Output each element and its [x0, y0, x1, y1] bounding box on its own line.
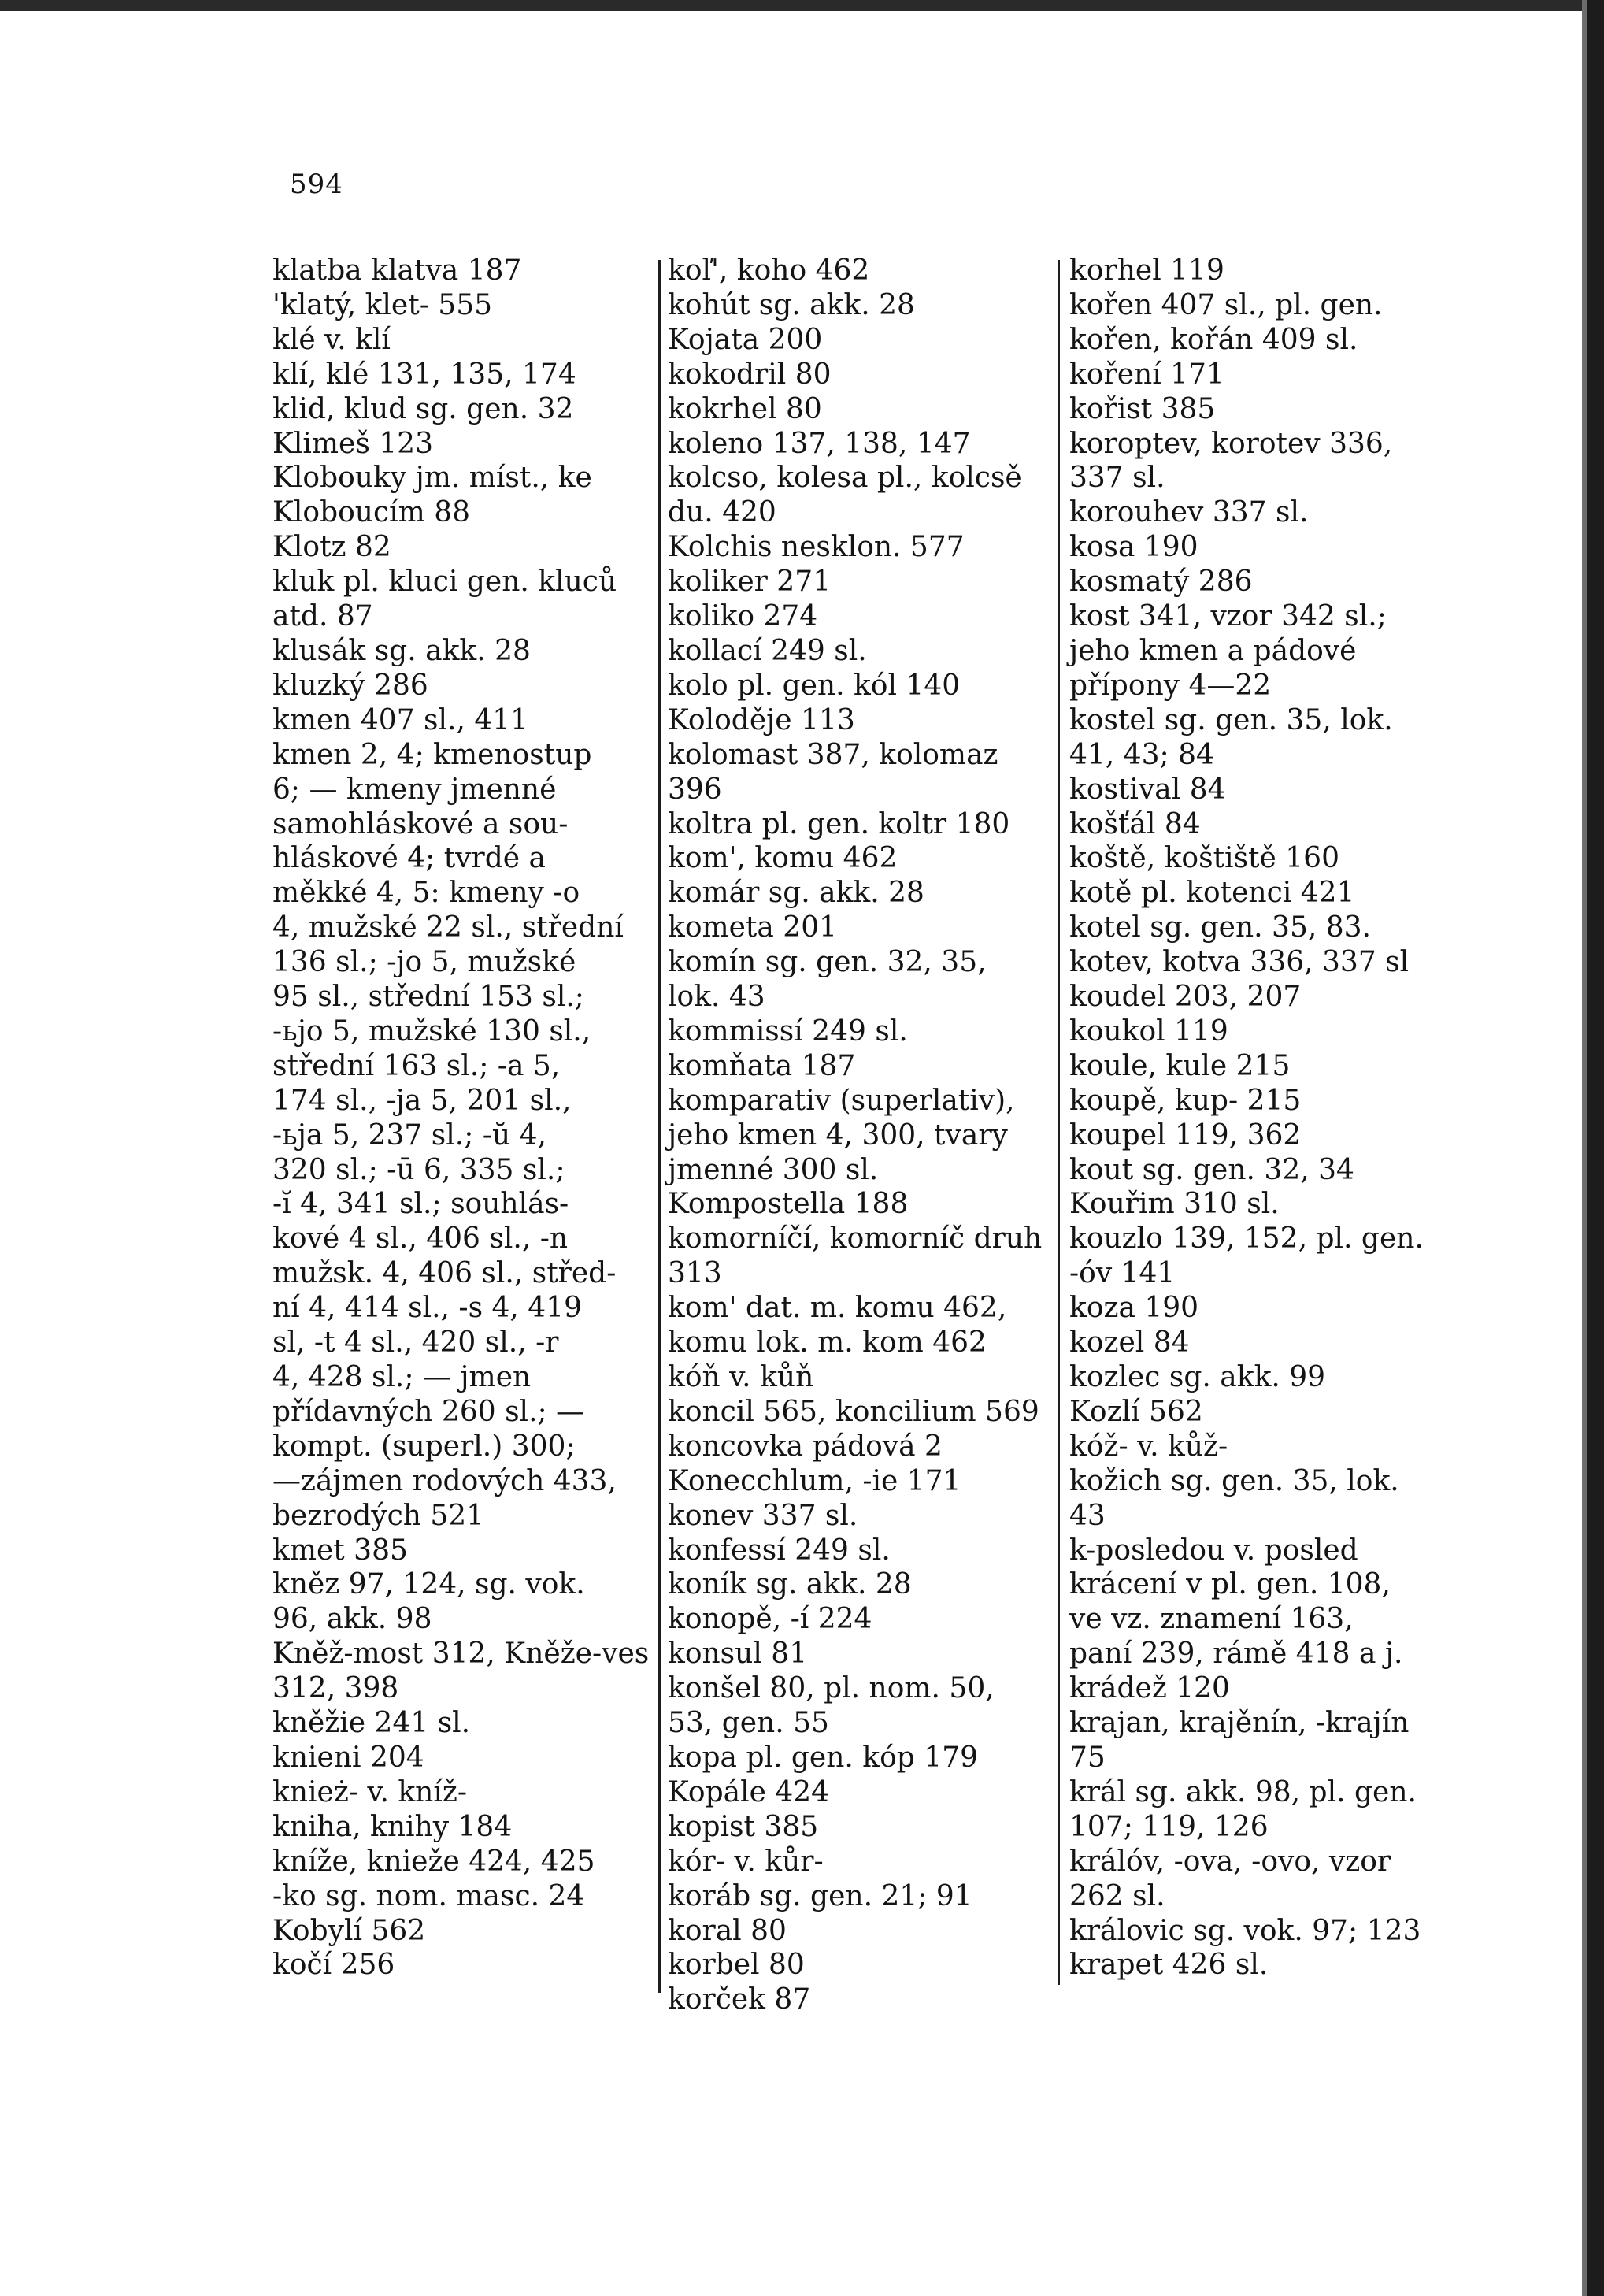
- index-line: komín sg. gen. 32, 35,: [668, 946, 987, 979]
- index-line: kouzlo 139, 152, pl. gen.: [1069, 1222, 1424, 1256]
- index-line: Kompostella 188: [668, 1188, 909, 1221]
- index-line: Kolchis nesklon. 577: [668, 531, 965, 564]
- index-line: mužsk. 4, 406 sl., střed-: [272, 1257, 617, 1290]
- index-column-1: [272, 254, 654, 1983]
- index-line: ní 4, 414 sl., -s 4, 419: [272, 1292, 582, 1325]
- index-line: košťál 84: [1069, 807, 1201, 840]
- index-line: kostel sg. gen. 35, lok.: [1069, 703, 1393, 736]
- index-line: 95 sl., střední 153 sl.;: [272, 981, 584, 1014]
- index-line: komorníčí, komorníč druh: [668, 1222, 1043, 1256]
- index-line: kolo pl. gen. kól 140: [668, 669, 961, 702]
- index-line: koroptev, korotev 336,: [1069, 427, 1393, 460]
- index-line: kostival 84: [1069, 773, 1226, 806]
- index-line: -óv 141: [1069, 1257, 1176, 1290]
- index-line: kluzký 286: [272, 669, 428, 702]
- index-line: k-posledou v. posled: [1069, 1534, 1358, 1567]
- index-line: kozlec sg. akk. 99: [1069, 1361, 1326, 1393]
- index-line: 96, akk. 98: [272, 1603, 432, 1636]
- index-line: kopist 385: [668, 1810, 819, 1843]
- index-column-2: [668, 254, 1052, 2017]
- index-line: koule, kule 215: [1069, 1049, 1291, 1082]
- index-line: 41, 43; 84: [1069, 738, 1214, 771]
- index-line: du. 420: [668, 496, 776, 529]
- index-line: měkké 4, 5: kmeny -o: [272, 877, 580, 910]
- index-line: kotě pl. kotenci 421: [1069, 877, 1355, 910]
- index-line: koncovka pádová 2: [668, 1430, 943, 1463]
- index-line: kost 341, vzor 342 sl.;: [1069, 600, 1387, 633]
- index-line: kniha, knihy 184: [272, 1810, 513, 1843]
- index-line: 262 sl.: [1069, 1879, 1165, 1912]
- index-line: Klobouky jm. míst., ke: [272, 462, 592, 495]
- index-line: koupě, kup- 215: [1069, 1084, 1302, 1117]
- index-line: paní 239, rámě 418 a j.: [1069, 1638, 1403, 1671]
- index-line: 53, gen. 55: [668, 1707, 829, 1740]
- index-line: kóň v. kůň: [668, 1361, 814, 1393]
- index-line: kokrhel 80: [668, 392, 822, 425]
- index-line: klí, klé 131, 135, 174: [272, 358, 576, 391]
- scan-edge-top: [0, 0, 1604, 11]
- index-line: kotev, kotva 336, 337 sl: [1069, 946, 1410, 979]
- index-line: koupel 119, 362: [1069, 1118, 1302, 1152]
- index-line: 107; 119, 126: [1069, 1810, 1269, 1843]
- column-divider-1: [658, 260, 661, 1993]
- index-line: korček 87: [668, 1983, 811, 2016]
- index-line: kout sg. gen. 32, 34: [1069, 1153, 1354, 1186]
- index-line: král sg. akk. 98, pl. gen.: [1069, 1775, 1417, 1808]
- index-line: knież- v. kníž-: [272, 1775, 467, 1808]
- index-line: koľ', koho 462: [668, 254, 870, 287]
- index-line: 43: [1069, 1499, 1106, 1532]
- index-line: kohút sg. akk. 28: [668, 288, 915, 321]
- index-line: koukol 119: [1069, 1014, 1228, 1048]
- index-line: Klotz 82: [272, 531, 391, 564]
- index-line: kolomast 387, kolomaz 396: [668, 738, 998, 806]
- index-line: přípony 4—22: [1069, 669, 1272, 702]
- index-line: koleno 137, 138, 147: [668, 427, 971, 460]
- index-line: kořen 407 sl., pl. gen.: [1069, 288, 1383, 321]
- index-line: koral 80: [668, 1914, 787, 1947]
- index-line: koření 171: [1069, 358, 1224, 391]
- index-line: Kozlí 562: [1069, 1395, 1203, 1428]
- index-line: kokodril 80: [668, 358, 832, 391]
- index-line: koník sg. akk. 28: [668, 1568, 912, 1601]
- index-line: Klimeš 123: [272, 427, 433, 460]
- index-line: koráb sg. gen. 21; 91: [668, 1879, 972, 1912]
- index-line: králóv, -ova, -ovo, vzor: [1069, 1845, 1391, 1878]
- index-line: kmen 407 sl., 411: [272, 703, 529, 736]
- index-line: konev 337 sl.: [668, 1499, 858, 1532]
- index-line: bezrodých 521: [272, 1499, 485, 1532]
- index-line: -ko sg. nom. masc. 24: [272, 1879, 585, 1912]
- index-line: hláskové 4; tvrdé a: [272, 842, 546, 875]
- index-line: kosmatý 286: [1069, 566, 1253, 599]
- index-line: -ĭ 4, 341 sl.; souhlás-: [272, 1188, 569, 1221]
- index-line: 75: [1069, 1741, 1106, 1774]
- index-line: —zájmen rodových 433,: [272, 1464, 617, 1497]
- index-line: krádež 120: [1069, 1672, 1230, 1705]
- index-line: Kobylí 562: [272, 1914, 426, 1947]
- index-line: kór- v. kůr-: [668, 1845, 824, 1878]
- index-line: kollací 249 sl.: [668, 634, 867, 667]
- index-line: kometa 201: [668, 911, 838, 944]
- index-line: kluk pl. kluci gen. kluců: [272, 566, 617, 599]
- index-line: kommissí 249 sl.: [668, 1014, 908, 1048]
- page-number: 594: [290, 169, 343, 200]
- index-line: 4, mužské 22 sl., střední: [272, 911, 624, 944]
- index-line: klusák sg. akk. 28: [272, 634, 531, 667]
- index-line: 4, 428 sl.; — jmen: [272, 1361, 532, 1393]
- index-line: jeho kmen 4, 300, tvary: [668, 1118, 1008, 1152]
- index-line: komparativ (superlativ),: [668, 1084, 1015, 1117]
- index-line: komár sg. akk. 28: [668, 877, 924, 910]
- index-line: 174 sl., -ja 5, 201 sl.,: [272, 1084, 572, 1117]
- index-line: 136 sl.; -jo 5, mužské: [272, 946, 576, 979]
- index-line: kozel 84: [1069, 1326, 1190, 1359]
- index-line: klatba klatva 187: [272, 254, 522, 287]
- scan-edge-right: [1587, 0, 1604, 2296]
- index-line: kníže, knieže 424, 425: [272, 1845, 595, 1878]
- index-line: lok. 43: [668, 981, 765, 1014]
- index-line: kořen, kořán 409 sl.: [1069, 323, 1358, 356]
- index-line: klé v. klí: [272, 323, 391, 356]
- index-line: 313: [668, 1257, 722, 1290]
- index-line: korbel 80: [668, 1949, 805, 1982]
- index-line: kočí 256: [272, 1949, 395, 1982]
- index-line: kožich sg. gen. 35, lok.: [1069, 1464, 1399, 1497]
- index-line: královic sg. vok. 97; 123: [1069, 1914, 1421, 1947]
- index-line: komňata 187: [668, 1049, 856, 1082]
- index-line: 'klatý, klet- 555: [272, 288, 493, 321]
- index-line: koliker 271: [668, 566, 831, 599]
- index-line: konšel 80, pl. nom. 50,: [668, 1672, 995, 1705]
- index-line: ve vz. znamení 163,: [1069, 1603, 1354, 1636]
- index-line: samohláskové a sou-: [272, 807, 569, 840]
- index-line: přídavných 260 sl.; —: [272, 1395, 585, 1428]
- index-line: kové 4 sl., 406 sl., -n: [272, 1222, 569, 1256]
- index-line: kněz 97, 124, sg. vok.: [272, 1568, 585, 1601]
- index-line: kopa pl. gen. kóp 179: [668, 1741, 978, 1774]
- index-line: Kojata 200: [668, 323, 823, 356]
- index-line: koště, koštiště 160: [1069, 842, 1339, 875]
- index-line: korhel 119: [1069, 254, 1224, 287]
- index-line: jmenné 300 sl.: [668, 1153, 879, 1186]
- index-line: konopě, -í 224: [668, 1603, 872, 1636]
- index-line: Kopále 424: [668, 1775, 830, 1808]
- index-line: 312, 398: [272, 1672, 399, 1705]
- index-line: jeho kmen a pádové: [1069, 634, 1357, 667]
- index-line: kom', komu 462: [668, 842, 898, 875]
- index-line: Kloboucím 88: [272, 496, 471, 529]
- index-line: krajan, krajěnín, -krajín: [1069, 1707, 1410, 1740]
- index-line: komu lok. m. kom 462: [668, 1326, 987, 1359]
- index-line: kosa 190: [1069, 531, 1198, 564]
- index-line: kolcso, kolesa pl., kolcsě: [668, 462, 1022, 495]
- index-line: koltra pl. gen. koltr 180: [668, 807, 1010, 840]
- index-line: krapet 426 sl.: [1069, 1949, 1269, 1982]
- index-line: 320 sl.; -ū 6, 335 sl.;: [272, 1153, 565, 1186]
- index-line: atd. 87: [272, 600, 373, 633]
- index-line: Kouřim 310 sl.: [1069, 1188, 1280, 1221]
- index-line: Koloděje 113: [668, 703, 855, 736]
- index-line: kmen 2, 4; kmenostup: [272, 738, 592, 771]
- index-line: 337 sl.: [1069, 462, 1165, 495]
- index-line: kořist 385: [1069, 392, 1216, 425]
- index-line: kompt. (superl.) 300;: [272, 1430, 576, 1463]
- index-line: koncil 565, koncilium 569: [668, 1395, 1039, 1428]
- index-line: kmet 385: [272, 1534, 408, 1567]
- index-line: kotel sg. gen. 35, 83.: [1069, 911, 1371, 944]
- index-line: knieni 204: [272, 1741, 424, 1774]
- index-column-3: [1069, 254, 1463, 1983]
- index-line: sl, -t 4 sl., 420 sl., -r: [272, 1326, 559, 1359]
- index-line: korouhev 337 sl.: [1069, 496, 1309, 529]
- index-line: kněžie 241 sl.: [272, 1707, 471, 1740]
- index-line: koza 190: [1069, 1292, 1199, 1325]
- index-line: koliko 274: [668, 600, 818, 633]
- index-line: kóž- v. kůž-: [1069, 1430, 1228, 1463]
- index-line: klid, klud sg. gen. 32: [272, 392, 574, 425]
- index-line: konfessí 249 sl.: [668, 1534, 891, 1567]
- index-line: koudel 203, 207: [1069, 981, 1302, 1014]
- index-line: Konecchlum, -ie 171: [668, 1464, 961, 1497]
- index-line: kom' dat. m. komu 462,: [668, 1292, 1007, 1325]
- index-line: krácení v pl. gen. 108,: [1069, 1568, 1391, 1601]
- index-line: konsul 81: [668, 1638, 808, 1671]
- index-line: -ьja 5, 237 sl.; -ŭ 4,: [272, 1118, 546, 1152]
- index-line: střední 163 sl.; -a 5,: [272, 1049, 561, 1082]
- index-line: 6; — kmeny jmenné: [272, 773, 557, 806]
- index-line: -ьjo 5, mužské 130 sl.,: [272, 1014, 591, 1048]
- index-line: Kněž-most 312, Kněže-ves: [272, 1638, 650, 1671]
- column-divider-2: [1058, 260, 1060, 1985]
